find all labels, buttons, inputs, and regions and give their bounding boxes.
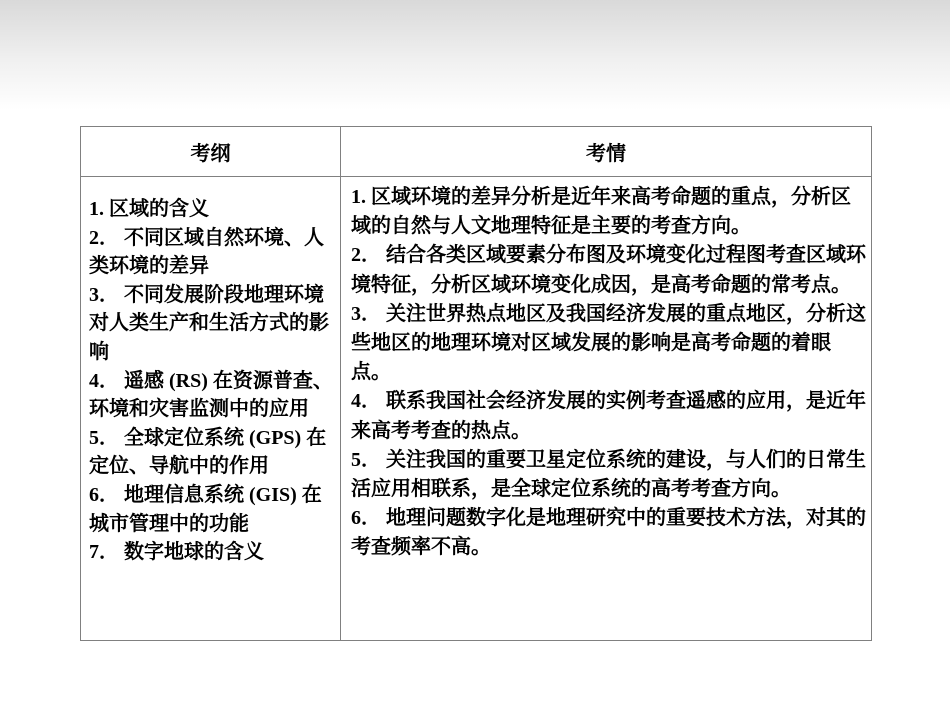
kaoqing-item-5: 5． 关注我国的重要卫星定位系统的建设，与人们的日常生活应用相联系，是全球定位系统的高考考查方向。: [351, 448, 866, 501]
kaogang-item-7: 7． 数字地球的含义: [89, 541, 264, 564]
kaogang-item-6: 6． 地理信息系统 (GIS) 在城市管理中的功能: [89, 483, 322, 535]
kaogang-item-2: 2． 不同区域自然环境、人类环境的差异: [89, 226, 324, 278]
kaogang-cell: [81, 177, 341, 641]
kaogang-item-5: 5． 全球定位系统 (GPS) 在定位、导航中的作用: [89, 426, 327, 478]
kaoqing-cell: [341, 177, 872, 641]
kaoqing-item-3: 3． 关注世界热点地区及我国经济发展的重点地区，分析这些地区的地理环境对区域发展的影响是高考命题的着眼点。: [351, 302, 866, 384]
header-kaoqing: 考情: [341, 127, 872, 177]
table-body-row: [81, 177, 872, 641]
kaoqing-item-1: 1. 区域环境的差异分析是近年来高考命题的重点，分析区域的自然与人文地理特征是主要的考查方向。: [351, 186, 851, 238]
kaogang-item-4: 4． 遥感 (RS) 在资源普查、环境和灾害监测中的应用: [89, 369, 333, 421]
kaoqing-item-6: 6． 地理问题数字化是地理研究中的重要技术方法，对其的考查频率不高。: [351, 507, 866, 559]
kaogang-item-3: 3． 不同发展阶段地理环境对人类生产和生活方式的影响: [89, 283, 329, 363]
header-kaogang: 考纲: [81, 127, 341, 177]
syllabus-table: [80, 126, 872, 641]
kaogang-item-1: 1. 区域的含义: [89, 198, 209, 220]
table-header-row: [81, 127, 872, 177]
kaoqing-item-4: 4． 联系我国社会经济发展的实例考查遥感的应用，是近年来高考考查的热点。: [351, 390, 866, 442]
kaoqing-item-2: 2． 结合各类区域要素分布图及环境变化过程图考查区域环境特征，分析区域环境变化成因，是高考命题的常考点。: [351, 244, 866, 296]
